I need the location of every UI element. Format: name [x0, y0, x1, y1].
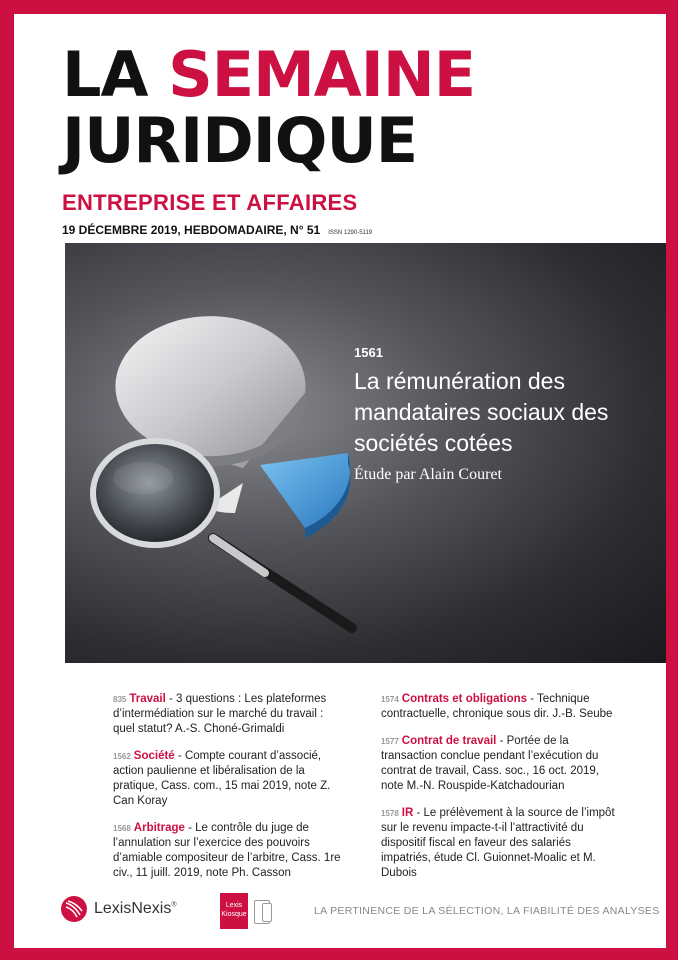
kiosque-line2: Kiosque [221, 911, 247, 918]
lexisnexis-icon [60, 895, 88, 923]
hero-title: La rémunération des mandataires sociaux des sociétés cotées [354, 368, 609, 456]
pie-slice-blue [260, 453, 350, 528]
item-category: Travail [129, 693, 166, 705]
masthead-title-line1 [62, 38, 476, 111]
lexis-kiosque-badge[interactable] [220, 893, 248, 929]
item-number: 835 [113, 695, 127, 704]
item-text: - Portée de la transaction conclue pendant l’exécution du contrat de travail, Cass. soc., 16 oct. 2019, note M.-N. Rouspide-Katchadourian [381, 735, 599, 792]
item-text: - Compte courant d’associé, action paulienne et libéralisation de la pratique, Cass. com., 15 mai 2019, note Z. Can Koray [113, 750, 331, 807]
item-number: 1562 [113, 752, 131, 761]
masthead-semaine: SEMAINE [168, 38, 476, 111]
lexisnexis-logo[interactable] [60, 895, 177, 923]
frame-left [0, 0, 14, 960]
item-category: Arbitrage [133, 822, 185, 834]
item-number: 1574 [381, 695, 399, 704]
item-number: 1568 [113, 824, 131, 833]
contents-right-column [381, 692, 623, 893]
frame-bottom [0, 948, 678, 960]
item-text: - Technique contractuelle, chronique sous dir. J.-B. Seube [381, 693, 613, 720]
footer-tagline: LA PERTINENCE DE LA SÉLECTION, LA FIABILITÉ DES ANALYSES [314, 905, 660, 917]
kiosque-line1: Lexis [225, 902, 243, 909]
contents-item[interactable] [381, 734, 623, 794]
item-text: - 3 questions : Les plateformes d’intermédiation sur le marché du travail : quel statut? A.-S. Choné-Grimaldi [113, 693, 327, 735]
contents-left-column [113, 692, 341, 893]
item-text: - Le prélèvement à la source de l’impôt sur le revenu impacte-t-il l’attractivité du dispositif fiscal en faveur des salariés impatriés, étude Cl. Guionnet-Moalic et M. Dubois [381, 807, 615, 879]
contents-item[interactable] [381, 692, 623, 722]
item-text: - Le contrôle du juge de l’annulation sur l’exercice des pouvoirs d’amiable compositeur de l’arbitre, Cass. 1re civ., 11 juill. 2019, note Ph. Casson [113, 822, 341, 879]
publisher-name: LexisNexis [94, 900, 172, 917]
item-category: Société [133, 750, 175, 762]
masthead-la: LA [62, 38, 169, 111]
publisher-mark: ® [171, 901, 177, 909]
item-category: Contrat de travail [401, 735, 497, 747]
item-category: IR [401, 807, 414, 819]
footer [60, 893, 660, 929]
hero-feature[interactable] [65, 243, 666, 663]
issue-line [62, 223, 372, 237]
contents-item[interactable] [113, 692, 341, 737]
issue-date: 19 DÉCEMBRE 2019, HEBDOMADAIRE, N° 51 [62, 223, 321, 237]
contents-item[interactable] [381, 806, 623, 881]
item-number: 1577 [381, 737, 399, 746]
lexisnexis-name [94, 900, 177, 918]
phone-icon [262, 903, 272, 922]
issn: ISSN 1290-5119 [328, 230, 373, 236]
frame-top [0, 0, 678, 14]
frame-right [666, 0, 678, 960]
contents-item[interactable] [113, 821, 341, 881]
hero-author: Étude par Alain Couret [354, 466, 502, 483]
hero-article-number: 1561 [354, 345, 383, 360]
masthead-subtitle: ENTREPRISE ET AFFAIRES [62, 190, 358, 215]
item-number: 1578 [381, 809, 399, 818]
masthead-title-line2: JURIDIQUE [62, 104, 418, 177]
item-category: Contrats et obligations [401, 693, 528, 705]
contents-item[interactable] [113, 749, 341, 809]
